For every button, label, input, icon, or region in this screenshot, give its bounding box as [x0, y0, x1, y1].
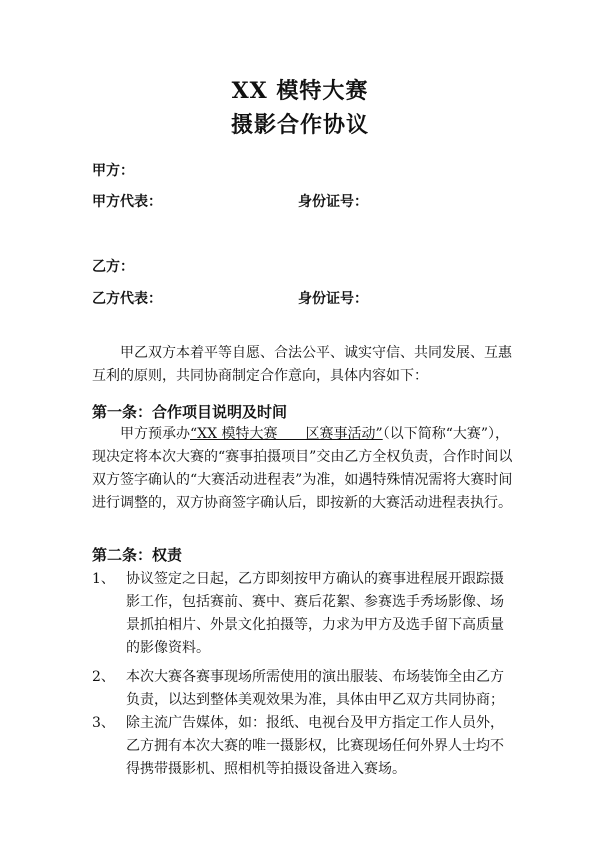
article1-underlined-event: “XX 模特大赛 区赛事活动”	[190, 426, 383, 442]
document-title-line1: XX 模特大赛	[231, 78, 369, 104]
party-b-id-label: 身份证号：	[298, 291, 368, 307]
party-a-id-label: 身份证号：	[298, 194, 368, 210]
item-number: 2、	[92, 669, 115, 685]
list-item: 除主流广告媒体，如：报纸、电视台及甲方指定工作人员外，乙方拥有本次大赛的唯一摄影权，比赛现场任何外界人士均不得携带摄影机、照相机等拍摄设备进入赛场。	[126, 715, 504, 777]
party-b-rep-label: 乙方代表：	[92, 291, 162, 307]
item-number: 1、	[92, 571, 115, 587]
party-a-label: 甲方：	[92, 163, 134, 179]
article1-paragraph	[92, 423, 516, 515]
article1-heading: 第一条：合作项目说明及时间	[92, 403, 288, 421]
party-a-rep-label: 甲方代表：	[92, 194, 162, 210]
article1-rest: （以下简称“大赛”），现决定将本次大赛的“赛事拍摄项目”交由乙方全权负责，合作时间以双方签字确认的“大赛活动进程表”为准，如遇特殊情况需将大赛时间进行调整的，双方协商签字确认后，即按新的大赛活动进程表执行。	[92, 426, 513, 511]
list-item: 协议签定之日起，乙方即刻按甲方确认的赛事进程展开跟踪摄影工作，包括赛前、赛中、赛后花絮、参赛选手秀场影像、场景抓拍相片、外景文化拍摄等，力求为甲方及选手留下高质量的影像资料。	[126, 571, 504, 656]
item-number: 3、	[92, 715, 115, 731]
party-b-label: 乙方：	[92, 259, 134, 275]
list-item: 本次大赛各赛事现场所需使用的演出服装、布场装饰全由乙方负责，以达到整体美观效果为准，具体由甲乙双方共同协商；	[126, 669, 504, 708]
intro-paragraph: 甲乙双方本着平等自愿、合法公平、诚实守信、共同发展、互惠互利的原则，共同协商制定合作意向，具体内容如下：	[92, 345, 512, 384]
document-title-line2: 摄影合作协议	[230, 112, 369, 138]
article2-heading: 第二条：权责	[92, 546, 183, 564]
article1-prefix: 甲方预承办	[120, 426, 190, 442]
